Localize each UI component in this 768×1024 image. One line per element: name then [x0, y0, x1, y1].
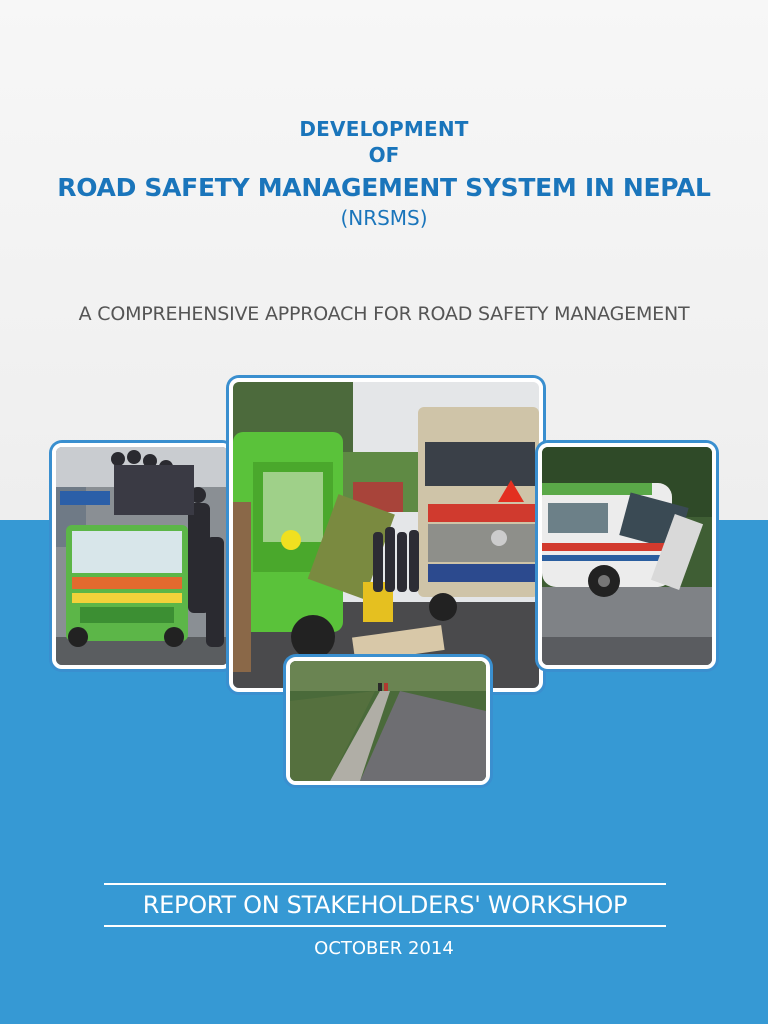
photo-white-bus-crash: [538, 443, 716, 669]
rule-bottom: [104, 925, 666, 927]
cover-subtitle: A COMPREHENSIVE APPROACH FOR ROAD SAFETY MANAGEMENT: [78, 303, 690, 325]
photo-crowded-bus: [52, 443, 232, 669]
report-block: [104, 883, 666, 927]
title-acronym: (NRSMS): [340, 206, 428, 230]
cover-title: [0, 116, 768, 232]
report-title: REPORT ON STAKEHOLDERS' WORKSHOP: [142, 891, 628, 919]
title-line-main: ROAD SAFETY MANAGEMENT SYSTEM IN NEPAL: [57, 173, 711, 202]
photo-bus-truck-collision: [229, 378, 543, 692]
title-line-of: OF: [368, 143, 400, 167]
photo-rural-road: [286, 657, 490, 785]
report-date: OCTOBER 2014: [314, 938, 454, 959]
title-line-development: DEVELOPMENT: [299, 117, 469, 141]
